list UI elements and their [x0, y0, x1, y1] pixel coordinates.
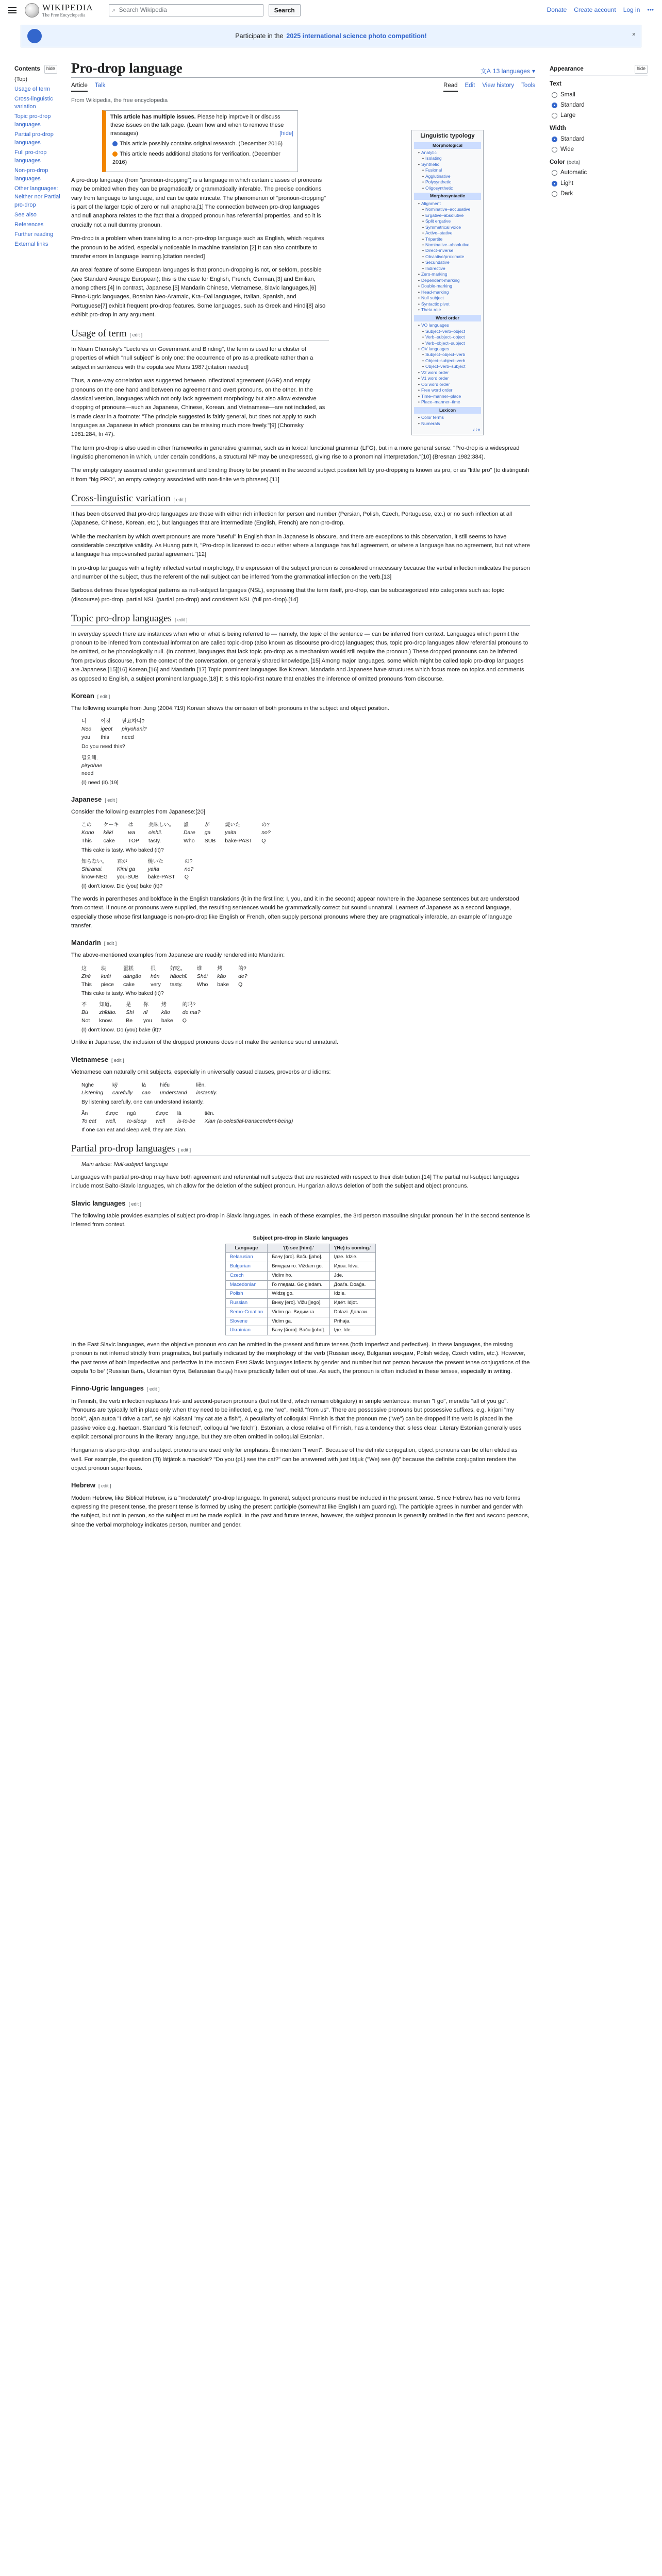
- infobox-link[interactable]: • Fusional: [415, 167, 480, 173]
- issue-citations: [110, 150, 293, 167]
- logo-wordmark: WIKIPEDIA: [42, 3, 93, 13]
- gloss-word: 的? de? Q: [238, 965, 247, 988]
- tab-tools[interactable]: Tools: [521, 82, 535, 89]
- infobox-link[interactable]: • Indirective: [415, 266, 480, 272]
- issue-text: This article possibly contains original research. (December 2016): [120, 141, 283, 147]
- table-header: '(I) see [him].': [268, 1244, 330, 1253]
- vte-links[interactable]: v·t·e: [473, 428, 480, 432]
- more-tools-icon[interactable]: •••: [647, 6, 654, 14]
- gloss-word: kỹ carefully: [112, 1082, 133, 1096]
- translation: If one can eat and sleep well, they are Xian.: [81, 1127, 187, 1133]
- gloss-word: 很 hěn very: [151, 965, 161, 988]
- toc-item[interactable]: Further reading: [14, 231, 54, 238]
- question-book-icon: [112, 151, 118, 157]
- infobox-link[interactable]: • Synthetic: [415, 162, 480, 167]
- hebrew-paragraph: Modern Hebrew, like Biblical Hebrew, is a "moderately" pro-drop language. In general, subject pronouns must be included in the present tense. Since Hebrew has no verb forms expressing the present tense, the present tense is formed by using the present participle (somewhat like English I am guarding). The participle agrees in number and gender with the subject, but not in person, so the subject must be made explicit. In the past and future tenses, however, the subject pronoun is generally omitted in the first and second persons, since the verbal morphology indicates person, number and gender.: [71, 1495, 529, 1528]
- appearance-option[interactable]: Light: [552, 179, 648, 188]
- gloss-word: 烤 kǎo bake: [217, 965, 229, 988]
- infobox-link[interactable]: • Syntactic pivot: [415, 301, 480, 307]
- edit-link[interactable]: [ edit ]: [174, 617, 188, 623]
- table-cell: Widzę go.: [268, 1290, 330, 1299]
- section-korean-heading: Korean [ edit ]: [71, 691, 110, 700]
- gloss-word: の? no? Q: [184, 858, 194, 880]
- section-mandarin-heading: Mandarin [ edit ]: [71, 939, 117, 947]
- search-placeholder: Search Wikipedia: [119, 6, 167, 14]
- gloss-word: liền. instantly.: [196, 1082, 218, 1096]
- toc-item[interactable]: Topic pro-drop languages: [14, 113, 51, 128]
- language-button[interactable]: [481, 66, 535, 76]
- gloss-word: được well,: [105, 1110, 118, 1124]
- edit-link[interactable]: [ edit ]: [173, 497, 187, 503]
- infobox-group-heading: Word order: [414, 315, 481, 321]
- banner-close-icon[interactable]: ×: [632, 31, 636, 38]
- vietnamese-intro: Vietnamese can naturally omit subjects, especially in universally casual clauses, proverbs and idioms:: [71, 1069, 331, 1075]
- gloss-word: 好吃。 hǎochī. tasty.: [170, 965, 188, 988]
- gloss-word: 필요하니? piryohani? need: [122, 719, 147, 741]
- mandarin-paragraph: Unlike in Japanese, the inclusion of the dropped pronouns does not make the sentence sound unnatural.: [71, 1039, 339, 1046]
- appearance-option[interactable]: Standard: [552, 101, 648, 110]
- infobox-link[interactable]: • Oligosynthetic: [415, 185, 480, 191]
- from-wikipedia: From Wikipedia, the free encyclopedia: [71, 97, 168, 104]
- table-row: [225, 1308, 376, 1317]
- korean-example: [81, 718, 530, 787]
- toc-item[interactable]: Usage of term: [14, 86, 51, 92]
- infobox-link[interactable]: • Object–verb–subject: [415, 364, 480, 369]
- radio-icon[interactable]: [552, 92, 557, 98]
- edit-link[interactable]: [ edit ]: [111, 1057, 124, 1063]
- gloss-word: ngủ to-sleep: [127, 1110, 146, 1124]
- section-crossling-heading: Cross-linguistic variation [ edit ]: [71, 493, 530, 506]
- table-row: [225, 1299, 376, 1308]
- edit-link[interactable]: [ edit ]: [104, 941, 117, 946]
- usage-paragraph: In Noam Chomsky's "Lectures on Government and Binding", the term is used for a cluster of properties of which "null subject" is only one: the occurrence of pro as a predicate rather than a subject in sentences with the copula see Mons 1987.[citation needed]: [71, 346, 313, 370]
- table-header: Language: [225, 1244, 267, 1253]
- table-cell: Виждам го. Viždam go.: [268, 1262, 330, 1272]
- infobox-group-heading: Morphological: [414, 142, 481, 149]
- slavic-pro-drop-table: [225, 1234, 376, 1335]
- gloss-word: 너 Neo you: [81, 719, 92, 741]
- section-hebrew-heading: Hebrew [ edit ]: [71, 1481, 111, 1489]
- table-row: [225, 1326, 376, 1335]
- appearance-panel: [550, 65, 648, 200]
- infobox-link[interactable]: • Time–manner–place: [415, 394, 480, 399]
- gloss-word: 필요해. piryohae need: [81, 755, 103, 777]
- table-cell: Prihaja.: [329, 1317, 376, 1326]
- language-link[interactable]: Belarusian: [225, 1253, 267, 1262]
- tab-talk[interactable]: Talk: [94, 82, 106, 89]
- infobox-link[interactable]: • OS word order: [415, 382, 480, 387]
- intro-paragraph-1: A pro-drop language (from "pronoun-dropping") is a language in which certain classes of pronouns may be omitted when they can be pragmatically or grammatically inferable. The precise conditions vary from language to language, and can be quite intricate. The phenomenon of "pronoun-dropping" is part of the larger topic of zero or null anaphora.[1] The connection between pro-drop languages and null anaphora relates to the fact that a dropped pronoun has referential properties, and so it is crucially not a null dummy pronoun.: [71, 177, 326, 228]
- issue-text: This article needs additional citations for verification. (December 2016): [112, 151, 280, 166]
- infobox-group-heading: Morphosyntactic: [414, 193, 481, 199]
- gloss-word: ケーキ kēki cake: [103, 822, 119, 844]
- mandarin-intro: The above-mentioned examples from Japanese are readily rendered into Mandarin:: [71, 952, 285, 959]
- table-cell: Dolazi. Долази.: [329, 1308, 376, 1317]
- wikipedia-logo[interactable]: [25, 3, 93, 18]
- table-cell: Идёт. Idjot.: [329, 1299, 376, 1308]
- mandarin-example: [81, 965, 530, 1035]
- gloss-word: tiên. Xian (a-celestial-transcendent-being): [204, 1110, 293, 1124]
- slavic-intro: The following table provides examples of subject pro-drop in Slavic languages. In each of these examples, the 3rd person masculine singular pronoun 'he' in the second sentence is inferred from context.: [71, 1212, 530, 1228]
- infobox-link[interactable]: • Null subject: [415, 295, 480, 301]
- japanese-intro: Consider the following examples from Japanese:[20]: [71, 809, 205, 816]
- tab-read[interactable]: Read: [443, 81, 458, 91]
- gloss-word: 不 Bù Not: [81, 1002, 90, 1024]
- infobox-link[interactable]: • Direct–inverse: [415, 248, 480, 253]
- slavic-paragraph: In the East Slavic languages, even the objective pronoun его can be omitted in the present and future tenses (both imperfect and perfective). In these languages, the missing pronoun is not inferred strictly from pragmatics, but partially indicated by the morphology of the verb (Russian вижу, Bulgarian виждам, Polish widzę, Czech vidím, etc.). However, the past tense of both imperfective and perfective in the modern East Slavic languages inflects by gender and number but not person because the present tense conjugations of the copula 'to be' (Russian быть, Ukrainian бути, Belarusian быць) have practically fallen out of use. As such, the pronoun is often included in these tenses, especially in writing.: [71, 1341, 530, 1375]
- infobox-link[interactable]: • VO languages: [415, 323, 480, 328]
- infobox-link[interactable]: • Free word order: [415, 387, 480, 393]
- toc-item[interactable]: Full pro-drop languages: [14, 149, 47, 164]
- search-button[interactable]: Search: [269, 4, 301, 16]
- gloss-word: 이것 igeot this: [101, 719, 113, 741]
- issues-title: This article has multiple issues.: [110, 114, 196, 121]
- usage-paragraph: The empty category assumed under government and binding theory to be present in the second subject position left by pro-dropping is known as pro, or as "little pro" (to distinguish it from "big PRO", an empty category associated with non-finite verb phrases).[11]: [71, 467, 529, 483]
- infobox-link[interactable]: • Polysynthetic: [415, 179, 480, 185]
- main-content: [71, 60, 535, 1534]
- table-row: [225, 1280, 376, 1290]
- gloss-word: が ga SUB: [204, 822, 216, 844]
- appearance-hide-button[interactable]: hide: [635, 65, 648, 74]
- infobox-link[interactable]: • Tripartite: [415, 236, 480, 242]
- infobox-link[interactable]: • Head-marking: [415, 290, 480, 295]
- table-row: [225, 1317, 376, 1326]
- gloss-word: 蛋糕 dàngāo cake: [123, 965, 141, 988]
- issue-original-research: [110, 140, 293, 148]
- infobox-link[interactable]: • Isolating: [415, 156, 480, 161]
- gloss-word: 是 Shì Be: [126, 1002, 134, 1024]
- finno-paragraph: In Finnish, the verb inflection replaces first- and second-person pronouns (but not third, which remain obligatory) in simple sentences: menen "I go", menette "all of you go". Pronouns are typically left in place only when they need to be inflected, e.g. me "we", meitä "from us". There are possessive pronouns but possessive suffixes, e.g. kirjani "my book", ajan autoa "I drive a car", se ajoi Kaisani "my cat ate a fish"). A peculiarity of colloquial Finnish is that the pronoun me ("we") can be dropped if the verb is placed in the passive voice e.g. haetaan. Standard "it is fetched", colloquial "we fetch"). Estonian, a close relative of Finnish, has a tendency that is less clear. Literary Estonian generally uses explicit personal pronouns in the literary language, but they are often omitted in colloquial Estonian.: [71, 1398, 522, 1440]
- infobox-link[interactable]: • Numerals: [415, 421, 480, 427]
- language-icon: 文A: [480, 67, 491, 75]
- section-slavic-heading: Slavic languages [ edit ]: [71, 1199, 142, 1207]
- table-cell: Vidím ho.: [268, 1271, 330, 1280]
- linguistic-typology-infobox: [411, 130, 484, 435]
- infobox-link[interactable]: • Nominative–absolutive: [415, 242, 480, 248]
- section-topic-heading: Topic pro-drop languages [ edit ]: [71, 613, 530, 626]
- language-count: 13 languages: [492, 67, 530, 75]
- appearance-option[interactable]: Dark: [552, 190, 648, 198]
- gloss-word: 焼いた yaita bake-PAST: [225, 822, 253, 844]
- edit-link[interactable]: [ edit ]: [97, 693, 110, 699]
- section-japanese-heading: Japanese [ edit ]: [71, 795, 118, 803]
- infobox-link[interactable]: • Subject–verb–object: [415, 329, 480, 334]
- gloss-word: được well: [156, 1110, 168, 1124]
- infobox-link[interactable]: • Secundative: [415, 260, 480, 265]
- table-caption: Subject pro-drop in Slavic languages: [253, 1235, 349, 1242]
- infobox-link[interactable]: • Obviative/proximate: [415, 254, 480, 260]
- table-row: [225, 1271, 376, 1280]
- page-title: Pro-drop language: [71, 60, 183, 76]
- table-cell: Ідзе. Idzie.: [329, 1253, 376, 1262]
- search-input[interactable]: [109, 4, 263, 16]
- infobox-link[interactable]: • Active–stative: [415, 230, 480, 236]
- table-cell: Вижу [его]. Vižu [jego].: [268, 1299, 330, 1308]
- edit-link[interactable]: [ edit ]: [129, 332, 143, 338]
- gloss-word: 谁 Shéi Who: [196, 965, 208, 988]
- gloss-word: この Kono This: [81, 822, 94, 844]
- translation: This cake is tasty. Who baked (it)?: [81, 990, 164, 997]
- section-partial-heading: Partial pro-drop languages [ edit ]: [71, 1143, 530, 1156]
- translation: (I) need (it).[19]: [81, 779, 119, 786]
- appearance-option[interactable]: Wide: [552, 145, 648, 154]
- site-notice-banner: [21, 25, 641, 47]
- language-link[interactable]: Serbo-Croatian: [225, 1308, 267, 1317]
- toc-item[interactable]: (Top): [14, 76, 28, 82]
- vietnamese-example: [81, 1081, 530, 1134]
- edit-link[interactable]: [ edit ]: [178, 1147, 191, 1153]
- infobox-link[interactable]: • Theta role: [415, 307, 480, 313]
- issues-hide-link[interactable]: [hide]: [279, 130, 293, 137]
- magnifier-icon: [112, 141, 118, 146]
- language-link[interactable]: Polish: [225, 1290, 267, 1299]
- table-cell: Vidim ga. Видим га.: [268, 1308, 330, 1317]
- table-cell: Го гледам. Go gledam.: [268, 1280, 330, 1290]
- radio-icon[interactable]: [552, 113, 557, 118]
- gloss-word: 的吗? de ma? Q: [182, 1002, 201, 1024]
- usage-paragraph: Thus, a one-way correlation was suggested between inflectional agreement (AGR) and empty pronouns on the one hand and between no agreement and overt pronouns, on the other. In the classical version, languages which not only lack agreement morphology but also allow extensive dropping of pronouns—such as Japanese, Chinese, Korean, and Vietnamese—are not included, as is made clear in a footnote: "The principle suggested is fairly general, but does not apply to such languages as Japanese in which pronouns can be missing much more freely."[9] (Chomsky 1981:284, fn 47).: [71, 378, 325, 438]
- tab-view-history[interactable]: View history: [482, 82, 515, 89]
- table-cell: Идва. Idva.: [329, 1262, 376, 1272]
- korean-intro: The following example from Jung (2004:719) Korean shows the omission of both pronouns in the subject and object position.: [71, 705, 389, 712]
- infobox-link[interactable]: • Split ergative: [415, 218, 480, 224]
- banner-text: Participate in the: [235, 32, 284, 40]
- chevron-down-icon: ▾: [532, 67, 535, 75]
- infobox-title: Linguistic typology: [420, 133, 475, 139]
- crossling-paragraph: While the mechanism by which overt pronouns are more "useful" in English than in Japanese is obscure, and there are exceptions to this observation, it still seems to have considerable descriptive validity. As Huang puts it, "Pro-drop is licensed to occur either where a language has full agreement, or where a language has no agreement, but not where a language has impoverished partial agreement."[12]: [71, 533, 530, 558]
- color-heading: Color (beta): [550, 159, 581, 165]
- appearance-title: Appearance: [550, 66, 584, 72]
- page-tabs: [71, 81, 535, 93]
- gloss-word: 誰 Dare Who: [183, 822, 195, 844]
- radio-icon[interactable]: [552, 103, 557, 108]
- table-cell: Jde.: [329, 1271, 376, 1280]
- issues-intro: Please help improve it or discuss these issues on the talk page. (Learn how and when to remove these messages): [110, 114, 284, 137]
- main-menu-icon[interactable]: [8, 5, 20, 16]
- infobox-link[interactable]: • Analytic: [415, 150, 480, 156]
- translation: Do you need this?: [81, 743, 125, 750]
- infobox-link[interactable]: • Ergative–absolutive: [415, 213, 480, 218]
- toc-item[interactable]: Other languages: Neither nor Partial pro-drop: [14, 185, 60, 208]
- crossling-paragraph: It has been observed that pro-drop languages are those with either rich inflection for person and number (Persian, Polish, Czech, Portuguese, etc.) or no such inflection at all (Japanese, Chinese, Korean, etc.), but languages that are intermediate (English, French) are non-pro-drop.: [71, 511, 512, 527]
- radio-icon[interactable]: [552, 147, 557, 152]
- language-link[interactable]: Macedonian: [225, 1280, 267, 1290]
- toc-item[interactable]: See also: [14, 211, 37, 218]
- gloss-word: Ăn To eat: [81, 1110, 96, 1124]
- toc-item[interactable]: External links: [14, 241, 48, 247]
- tab-edit[interactable]: Edit: [465, 82, 475, 89]
- gloss-word: 块 kuài piece: [101, 965, 114, 988]
- gloss-word: 焼いた yaita bake-PAST: [147, 858, 175, 880]
- partial-paragraph: Languages with partial pro-drop may have both agreement and referential null subjects that are restricted with respect to their distribution.[14] The partial null-subject languages include most Balto-Slavic languages, which allow for the deletion of the subject pronoun. Hungarian allows deletion of both the subject and object pronouns.: [71, 1174, 520, 1190]
- edit-link[interactable]: [ edit ]: [146, 1386, 160, 1392]
- main-article-hatnote[interactable]: Main article: Null-subject language: [81, 1161, 169, 1167]
- section-vietnamese-heading: Vietnamese [ edit ]: [71, 1055, 124, 1063]
- infobox-link[interactable]: • Double-marking: [415, 283, 480, 289]
- text-size-heading: Text: [550, 81, 561, 88]
- table-cell: Бачу [яго]. Baču [jaho].: [268, 1253, 330, 1262]
- infobox-link[interactable]: • Verb–subject–object: [415, 334, 480, 340]
- intro-paragraph-2: Pro-drop is a problem when translating to a non-pro-drop language such as English, which requires the pronoun to be added, especially noticeable in machine translation.[2] It can also contribute to transfer errors in language learning.[citation needed]: [71, 235, 324, 260]
- search-icon: ⌕: [112, 6, 116, 14]
- toc-hide-button[interactable]: hide: [44, 65, 57, 74]
- toc-item[interactable]: Partial pro-drop languages: [14, 131, 54, 146]
- radio-icon[interactable]: [552, 191, 557, 197]
- donate-link[interactable]: Donate: [547, 6, 567, 14]
- create-account-link[interactable]: Create account: [574, 6, 616, 14]
- language-link[interactable]: Ukrainian: [225, 1326, 267, 1335]
- appearance-option[interactable]: Large: [552, 111, 648, 120]
- intro-paragraph-3: An areal feature of some European languages is that pronoun-dropping is not, or seldom, possible (see Standard Average European); this is the case for English, French, German,[3] and Emilian, among others.[4] In contrast, Japanese,[5] Mandarin Chinese, Vietnamese, Slavic languages,[6] Finno-Ugric languages, Bosnian Neo-Aramaic, Kra–Dai languages, Italian, Spanish, and Portuguese[7] exhibit frequent pro-drop features. Some languages, such as Greek and Hindi[8] also exhibit pro-drop in any argument.: [71, 267, 326, 318]
- infobox-link[interactable]: • Nominative–accusative: [415, 207, 480, 212]
- infobox-link[interactable]: • Color terms: [415, 415, 480, 420]
- gloss-word: là can: [142, 1082, 151, 1096]
- appearance-option[interactable]: Standard: [552, 135, 648, 144]
- crossling-paragraph: Barbosa defines these typological patterns as null-subject languages (NSL), expressing that the term itself, pro-drop, can be subcategorized into categories such as: topic (discourse) pro-drop, partial NSL (partial pro-drop) and consistent NSL (full pro-drop).[14]: [71, 587, 504, 603]
- infobox-link[interactable]: • OV languages: [415, 346, 480, 352]
- wikipedia-globe-icon: [25, 3, 39, 18]
- infobox-link[interactable]: • Alignment: [415, 201, 480, 207]
- toc-title: Contents: [14, 66, 40, 72]
- table-of-contents: [14, 65, 66, 250]
- table-cell: Idzie.: [329, 1290, 376, 1299]
- wiki-science-competition-logo: [27, 29, 42, 43]
- edit-link[interactable]: [ edit ]: [98, 1483, 111, 1489]
- table-cell: Іде. Ide.: [329, 1326, 376, 1335]
- crossling-paragraph: In pro-drop languages with a highly inflected verbal morphology, the expression of the subject pronoun is considered unnecessary because the verbal inflection indicates the person and number of the subject, thus the referent of the null subject can be inferred from the grammatical inflection on the verb.[13]: [71, 565, 530, 580]
- infobox-group-heading: Lexicon: [414, 407, 481, 414]
- infobox-link[interactable]: • Verb–object–subject: [415, 341, 480, 346]
- gloss-word: hiểu understand: [160, 1082, 187, 1096]
- banner-link[interactable]: 2025 international science photo competition!: [286, 32, 427, 40]
- table-row: [225, 1290, 376, 1299]
- infobox-link[interactable]: • Dependent-marking: [415, 278, 480, 283]
- top-header: [0, 0, 662, 21]
- logo-tagline: The Free Encyclopedia: [42, 12, 86, 18]
- translation: By listening carefully, one can understand instantly.: [81, 1098, 204, 1105]
- table-cell: Vidim ga.: [268, 1317, 330, 1326]
- table-cell: Доаѓа. Doaǵa.: [329, 1280, 376, 1290]
- gloss-word: 知道。 zhīdào. know.: [99, 1002, 117, 1024]
- translation: (I) don't know. Do (you) bake (it)?: [81, 1026, 161, 1033]
- language-link[interactable]: Slovene: [225, 1317, 267, 1326]
- translation: This cake is tasty. Who baked (it)?: [81, 846, 164, 853]
- tab-article[interactable]: Article: [71, 81, 88, 91]
- toc-item[interactable]: Cross-linguistic variation: [14, 95, 53, 110]
- japanese-paragraph: The words in parentheses and boldface in the English translations (it in the first line; I, you, and it in the second) appear nowhere in the Japanese sentences but are understood from context. If nouns or pronouns were supplied, the resulting sentences would be grammatically correct but sound unnatural. Learners of Japanese as a second language, especially those whose first language is non-pro-drop like English or French, often supply personal pronouns where they are pragmatically inferable, an example of language transfer.: [71, 895, 519, 929]
- toc-item[interactable]: References: [14, 221, 44, 228]
- topic-paragraph: In everyday speech there are instances when who or what is being referred to — namely, the topic of the sentence — can be inferred from context. Languages which permit the pronoun to be inferred from contextual information are called topic-drop (also known as discourse pro-drop) languages; thus, topic pro-drop languages allow referential pronouns to be omitted, or be phonologically null. (In contrast, languages that lack topic pro-drop as a mechanism would still require the pronoun.) These dropped pronouns can be inferred from previous discourse, from the context of the conversation, or generally shared knowledge.[15] Among major languages, some which might be called topic pro-drop languages are Japanese,[15][16] Korean,[16] and Mandarin.[17] Topic prominent languages like Korean, Mandarin and Japanese have structures which focus more on topics and comments as opposed to English, a subject prominent language.[18] It is this topic-first nature that enables the inference of omitted pronouns from discourse.: [71, 631, 528, 682]
- gloss-word: 君が Kimi ga you-SUB: [117, 858, 139, 880]
- table-header: '(He) is coming.': [329, 1244, 376, 1253]
- radio-icon[interactable]: [552, 170, 557, 176]
- section-finno-heading: Finno-Ugric languages [ edit ]: [71, 1384, 160, 1393]
- infobox-link[interactable]: • Symmetrical voice: [415, 225, 480, 230]
- language-link[interactable]: Czech: [225, 1271, 267, 1280]
- infobox-link[interactable]: • V2 word order: [415, 370, 480, 376]
- gloss-word: là is-to-be: [177, 1110, 195, 1124]
- infobox-link[interactable]: • Place–manner–time: [415, 399, 480, 405]
- gloss-word: 烤 kǎo bake: [161, 1002, 173, 1024]
- infobox-link[interactable]: • Zero-marking: [415, 272, 480, 277]
- edit-link[interactable]: [ edit ]: [128, 1201, 142, 1207]
- finno-paragraph: Hungarian is also pro-drop, and subject pronouns are used only for emphasis: Én mentem "I went". Because of the definite conjugation, object pronouns can be often elided as well. For example, the question (Ti) látjátok a macskát? "Do you (pl.) see the cat?" can be answered with just látjuk ("We) see (it)" because the definite conjugation renders the object pronoun superfluous.: [71, 1447, 518, 1472]
- usage-paragraph: The term pro-drop is also used in other frameworks in generative grammar, such as in lexical functional grammar (LFG), but in a more general sense: "Pro-drop is a widespread linguistic phenomenon in which, under certain conditions, a structural NP may be unexpressed, giving rise to a pronominal interpretation."[10] (Bresnan 1982:384).: [71, 445, 520, 461]
- infobox-link[interactable]: • Object–subject–verb: [415, 358, 480, 364]
- gloss-word: 这 Zhè This: [81, 965, 92, 988]
- section-usage-heading: Usage of term [ edit ]: [71, 328, 329, 341]
- japanese-example: [81, 821, 530, 891]
- infobox-link[interactable]: • Agglutinative: [415, 174, 480, 179]
- radio-icon[interactable]: [552, 137, 557, 142]
- infobox-link[interactable]: • Subject–object–verb: [415, 352, 480, 358]
- edit-link[interactable]: [ edit ]: [105, 797, 118, 803]
- appearance-option[interactable]: Small: [552, 91, 648, 99]
- personal-tools: [547, 5, 654, 15]
- toc-item[interactable]: Non-pro-drop languages: [14, 167, 48, 182]
- language-link[interactable]: Russian: [225, 1299, 267, 1308]
- width-heading: Width: [550, 125, 566, 132]
- table-row: [225, 1253, 376, 1262]
- multiple-issues-box: [102, 110, 298, 172]
- login-link[interactable]: Log in: [623, 6, 640, 14]
- infobox-link[interactable]: • V1 word order: [415, 376, 480, 381]
- table-row: [225, 1262, 376, 1272]
- gloss-word: は wa TOP: [128, 822, 139, 844]
- gloss-word: Nghe Listening: [81, 1082, 104, 1096]
- gloss-word: の? no? Q: [261, 822, 271, 844]
- language-link[interactable]: Bulgarian: [225, 1262, 267, 1272]
- gloss-word: 知らない。 Shiranai. know-NEG: [81, 858, 108, 880]
- gloss-word: 美味しい。 oishii. tasty.: [148, 822, 174, 844]
- gloss-word: 你 nǐ you: [143, 1002, 152, 1024]
- table-cell: Бачу [його]. Baču [joho].: [268, 1326, 330, 1335]
- radio-icon[interactable]: [552, 181, 557, 187]
- appearance-option[interactable]: Automatic: [552, 168, 648, 177]
- translation: (I) don't know. Did (you) bake (it)?: [81, 883, 163, 890]
